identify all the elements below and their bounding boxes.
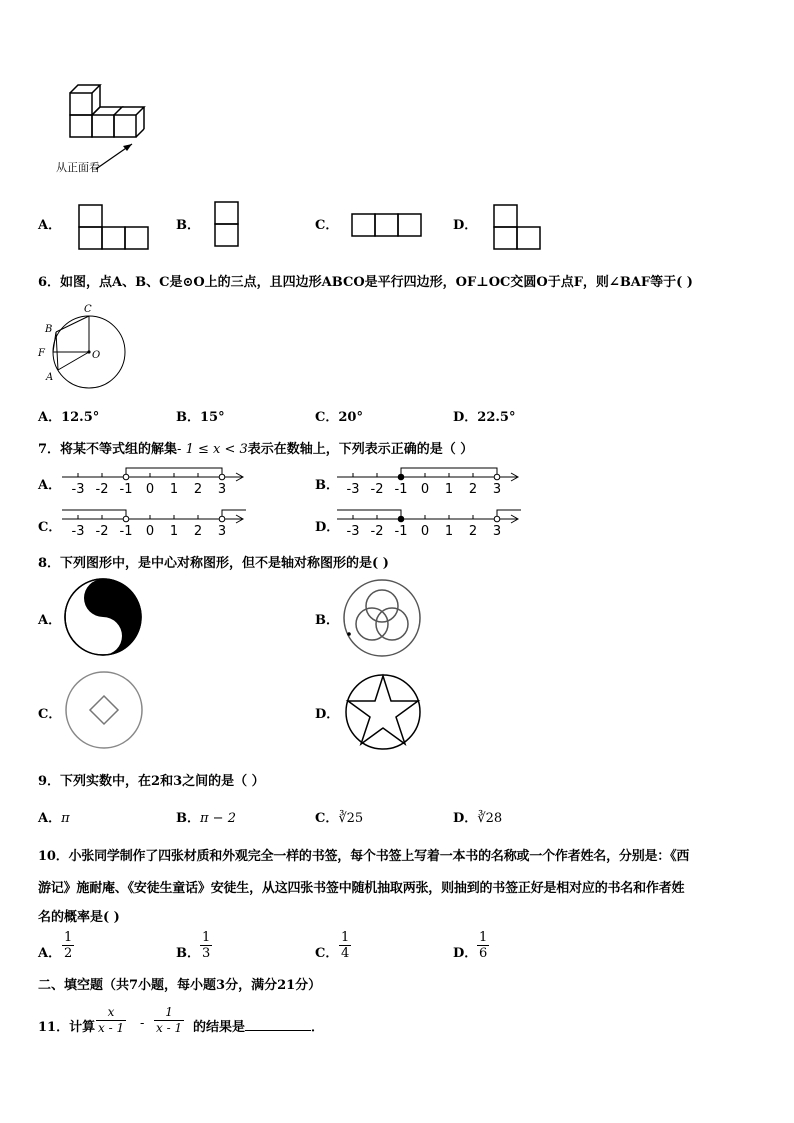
label-c: C: [84, 304, 92, 315]
q11-suffix: 的结果是 ．: [193, 1020, 325, 1035]
tick-label: -1: [119, 524, 133, 539]
tick-label: 2: [468, 482, 478, 497]
tick-label: -3: [346, 524, 360, 539]
q6-option-d: D．22.5°: [453, 410, 516, 425]
tick-label: 1: [444, 524, 454, 539]
solution-bracket-right: [222, 510, 246, 519]
q8-stem: 8．下列图形中，是中心对称图形，但不是轴对称图形的是( ): [38, 556, 389, 571]
q7-number-line-a: [60, 462, 250, 502]
q7-number-line-b: [335, 462, 525, 502]
label-a: A: [46, 372, 54, 383]
view-caption: 从正面看: [56, 161, 100, 174]
q9-option-d: D．∛28: [453, 811, 503, 826]
q7-number-line-d: [335, 504, 525, 544]
q6-circle-figure: [36, 300, 136, 390]
tick-label: 0: [420, 524, 430, 539]
endpoint-right: [494, 516, 500, 522]
q10-stem-line-1: 10．小张同学制作了四张材质和外观完全一样的书签，每个书签上写着一本书的名称或一个作者姓名，分别是：《西: [38, 849, 690, 864]
section-2-title: 二、填空题（共7小题，每小题3分，满分21分）: [38, 978, 322, 993]
tick-label: -3: [71, 524, 85, 539]
q10-option-d-label: D．: [453, 946, 478, 961]
q8-option-c-label: C．: [38, 707, 62, 722]
q10-option-c-label: C．: [315, 946, 339, 961]
endpoint-right: [219, 516, 225, 522]
q11-fraction-1: $\frac{x}{x - 1}$: [98, 1005, 125, 1035]
endpoint-left: [123, 474, 129, 480]
q5-option-c-figure: [351, 213, 423, 239]
q6-stem: 6．如图，点A、B、C是⊙O上的三点，且四边形ABCO是平行四边形，OF⊥OC交圆O于点F，则∠BAF等于( ): [38, 275, 693, 290]
q11-answer-blank[interactable]: [245, 1018, 311, 1031]
label-b: B: [45, 324, 53, 335]
tick-label: -2: [95, 482, 109, 497]
q11-fraction-2: $\frac{1}{x - 1}$: [156, 1005, 183, 1035]
tick-label: 3: [217, 524, 227, 539]
q9-option-a: A．π: [38, 811, 70, 826]
q5-option-a-figure: [78, 204, 150, 250]
tick-label: 3: [217, 482, 227, 497]
label-f: F: [38, 348, 45, 359]
tick-label: 1: [169, 524, 179, 539]
q8-option-d-label: D．: [315, 707, 340, 722]
endpoint-left: [398, 516, 404, 522]
q8-three-arcs-figure: [340, 576, 424, 660]
q9-option-b: B．π − 2: [176, 811, 236, 826]
tick-label: 2: [193, 482, 203, 497]
solution-bracket-left: [62, 510, 126, 519]
tick-label: -2: [370, 524, 384, 539]
q8-star-figure: [342, 672, 424, 752]
q10-stem-line-3: 名的概率是( ): [38, 910, 120, 925]
tick-label: -3: [71, 482, 85, 497]
q7-option-d-label: D．: [315, 520, 340, 535]
tick-label: -1: [119, 482, 133, 497]
q8-coin-figure: [62, 668, 146, 752]
tick-label: -1: [394, 482, 408, 497]
tick-label: 2: [468, 524, 478, 539]
q9-stem: 9．下列实数中，在2和3之间的是（ ）: [38, 774, 265, 789]
q5-option-b-figure: [214, 201, 240, 247]
q7-option-a-label: A．: [38, 478, 62, 493]
tick-label: 1: [444, 482, 454, 497]
q10-option-a-label: A．: [38, 946, 62, 961]
solution-bracket-right: [497, 510, 521, 519]
endpoint-right: [219, 474, 225, 480]
q6-option-c: C．20°: [315, 410, 363, 425]
tick-label: -3: [346, 482, 360, 497]
label-o: O: [92, 350, 101, 361]
tick-label: 1: [169, 482, 179, 497]
q7-option-b-label: B．: [315, 478, 339, 493]
tick-label: 0: [145, 482, 155, 497]
q5-option-d-figure: [493, 204, 543, 250]
q10-option-c-fraction: $\frac{1}{4}$: [341, 930, 350, 961]
q10-option-b-label: B．: [176, 946, 200, 961]
q11-minus: -: [140, 1016, 145, 1031]
tick-label: 3: [492, 482, 502, 497]
tick-label: 0: [145, 524, 155, 539]
endpoint-left: [123, 516, 129, 522]
q7-option-c-label: C．: [38, 520, 62, 535]
endpoint-right: [494, 474, 500, 480]
tick-label: -2: [370, 482, 384, 497]
endpoint-left: [398, 474, 404, 480]
q10-option-a-fraction: $\frac{1}{2}$: [64, 930, 73, 961]
q8-yinyang-figure: [62, 576, 144, 658]
q11-prefix: 11．计算: [38, 1020, 96, 1035]
q8-option-a-label: A．: [38, 613, 62, 628]
q5-option-c-label: C．: [315, 218, 339, 233]
q6-option-b: B．15°: [176, 410, 225, 425]
solution-bracket-left: [337, 510, 401, 519]
q10-option-d-fraction: $\frac{1}{6}$: [479, 930, 488, 961]
q10-stem-line-2: 游记》施耐庵、《安徒生童话》安徒生，从这四张书签中随机抽取两张，则抽到的书签正好是相对应的书名和作者姓: [38, 881, 685, 896]
q5-option-d-label: D．: [453, 218, 478, 233]
tick-label: 3: [492, 524, 502, 539]
q8-option-b-label: B．: [315, 613, 339, 628]
tick-label: -1: [394, 524, 408, 539]
q5-option-a-label: A．: [38, 218, 62, 233]
q7-number-line-c: [60, 504, 250, 544]
q6-option-a: A．12.5°: [38, 410, 100, 425]
q10-option-b-fraction: $\frac{1}{3}$: [202, 930, 211, 961]
tick-label: -2: [95, 524, 109, 539]
q7-stem: 7．将某不等式组的解集- 1 ≤ x < 3表示在数轴上，下列表示正确的是（ ）: [38, 442, 474, 457]
q5-option-b-label: B．: [176, 218, 200, 233]
tick-label: 0: [420, 482, 430, 497]
q9-option-c: C．∛25: [315, 811, 364, 826]
tick-label: 2: [193, 524, 203, 539]
